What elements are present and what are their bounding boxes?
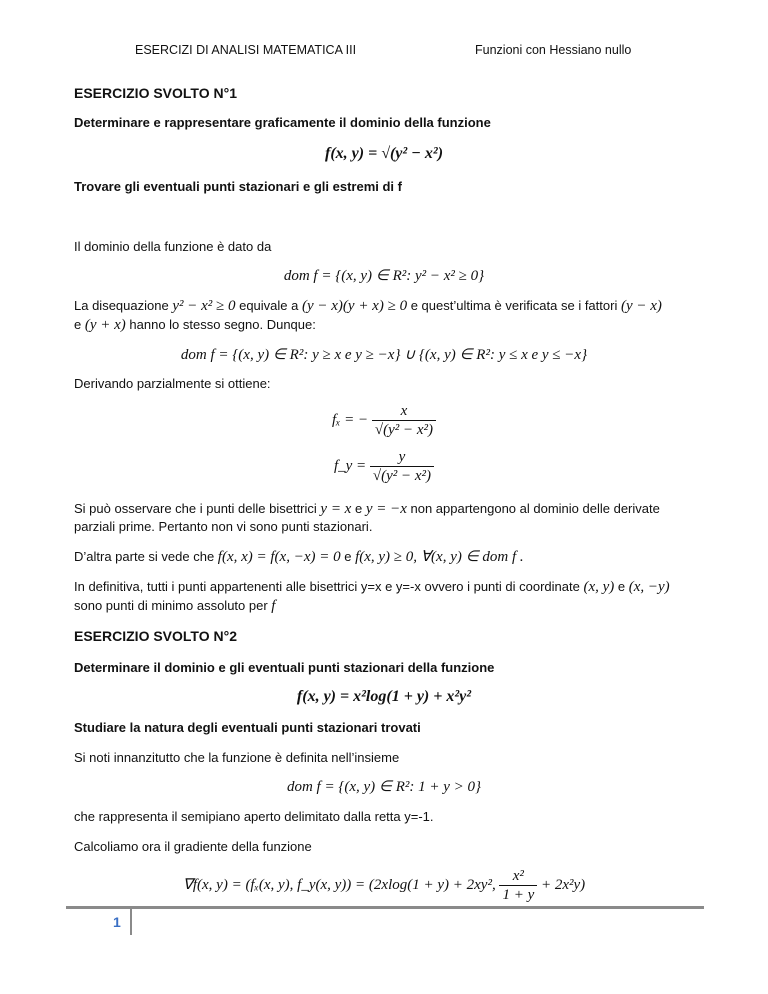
- fx-lhs: fₓ = −: [331, 411, 369, 428]
- text-segment: hanno lo stesso segno. Dunque:: [125, 317, 316, 332]
- math-expression: f(x, x) = f(x, −x) = 0: [217, 549, 341, 565]
- math-expression: y = −x: [365, 501, 407, 517]
- gradient-rhs: + 2x²y): [540, 876, 586, 893]
- math-expression: (y − x)(y + x) ≥ 0: [301, 298, 408, 314]
- fx-denominator: √(y² − x²): [372, 420, 436, 439]
- fy-lhs: f_y =: [333, 457, 367, 474]
- half-plane-paragraph: che rappresenta il semipiano aperto delimitato dalla retta y=-1.: [74, 809, 434, 824]
- text-segment: e: [351, 501, 366, 516]
- fy-numerator: y: [398, 449, 406, 465]
- exercise-1-task-2: Trovare gli eventuali punti stazionari e gli estremi di f: [74, 179, 402, 194]
- text-segment: Si può osservare che i punti delle bisettrici: [74, 501, 321, 516]
- domain-formula: dom f = {(x, y) ∈ R²: y² − x² ≥ 0}: [283, 268, 485, 284]
- domain-union-formula: dom f = {(x, y) ∈ R²: y ≥ x e y ≥ −x} ∪ {(x, y) ∈ R²: y ≤ x e y ≤ −x}: [180, 347, 588, 363]
- gradient-intro: Calcoliamo ora il gradiente della funzione: [74, 839, 312, 854]
- derivative-intro: Derivando parzialmente si ottiene:: [74, 376, 271, 391]
- definition-set-intro: Si noti innanzitutto che la funzione è definita nell’insieme: [74, 750, 400, 765]
- exercise-2-domain-formula: dom f = {(x, y) ∈ R²: 1 + y > 0}: [286, 779, 482, 795]
- text-segment: La disequazione: [74, 298, 173, 313]
- fy-fraction: [370, 448, 434, 485]
- math-expression: (x, y): [583, 579, 615, 595]
- header-left: ESERCIZI DI ANALISI MATEMATICA III: [135, 43, 357, 57]
- footer-rule: [66, 906, 704, 909]
- exercise-2-task-2: Studiare la natura degli eventuali punti stazionari trovati: [74, 720, 421, 735]
- text-segment: non appartengono al dominio delle derivate: [406, 501, 660, 516]
- text-segment: equivale a: [235, 298, 302, 313]
- text-segment: parziali prime. Pertanto non vi sono punti stazionari.: [74, 519, 373, 534]
- text-segment: In definitiva, tutti i punti appartenenti alle bisettrici y=x e y=-x ovvero i punti di coordinate: [74, 579, 584, 594]
- other-hand-paragraph: [74, 548, 524, 566]
- text-segment: sono punti di minimo assoluto per: [74, 598, 272, 613]
- exercise-2-formula: f(x, y) = x²log(1 + y) + x²y²: [296, 688, 472, 705]
- conclusion-paragraph-line-2: [74, 597, 275, 615]
- exercise-1-formula: f(x, y) = √(y² − x²): [324, 145, 444, 162]
- math-expression: (y + x): [84, 317, 126, 333]
- text-segment: e quest’ultima è verificata se i fattori: [407, 298, 621, 313]
- header-right: Funzioni con Hessiano nullo: [475, 43, 632, 57]
- math-expression: f: [271, 598, 276, 614]
- fx-formula: [0, 402, 768, 439]
- gradient-numerator: x²: [512, 868, 524, 884]
- exercise-1-task-1: Determinare e rappresentare graficamente il dominio della funzione: [74, 115, 491, 130]
- fx-fraction: [372, 402, 436, 439]
- inequality-paragraph-line-2: [74, 316, 316, 334]
- math-expression: f(x, y) ≥ 0, ∀(x, y) ∈ dom f .: [355, 549, 524, 565]
- gradient-denominator: 1 + y: [499, 885, 537, 904]
- exercise-2-task-1: Determinare il dominio e gli eventuali punti stazionari della funzione: [74, 660, 495, 675]
- gradient-lhs: ∇f(x, y) = (fₓ(x, y), f_y(x, y)) = (2xlog(1 + y) + 2xy²,: [182, 876, 496, 893]
- math-expression: y² − x² ≥ 0: [172, 298, 236, 314]
- gradient-fraction: [499, 867, 537, 904]
- math-expression: (x, −y): [628, 579, 670, 595]
- math-expression: (y − x): [620, 298, 662, 314]
- fy-formula: [0, 448, 768, 485]
- domain-intro: Il dominio della funzione è dato da: [74, 239, 272, 254]
- text-segment: D’altra parte si vede che: [74, 549, 218, 564]
- exercise-1-title: ESERCIZIO SVOLTO N°1: [74, 85, 237, 101]
- text-segment: e: [340, 549, 356, 564]
- fx-numerator: x: [400, 403, 408, 419]
- inequality-paragraph-line-1: [74, 297, 662, 315]
- footer-vertical-bar: [130, 908, 132, 935]
- fy-denominator: √(y² − x²): [370, 466, 434, 485]
- bisector-paragraph-line-2: [74, 518, 372, 536]
- bisector-paragraph-line-1: [74, 500, 660, 518]
- text-segment: e: [614, 579, 629, 594]
- page-number: 1: [113, 914, 121, 930]
- math-expression: y = x: [320, 501, 352, 517]
- text-segment: e: [74, 317, 85, 332]
- exercise-2-title: ESERCIZIO SVOLTO N°2: [74, 628, 237, 644]
- conclusion-paragraph-line-1: [74, 578, 670, 596]
- gradient-formula: [0, 867, 768, 904]
